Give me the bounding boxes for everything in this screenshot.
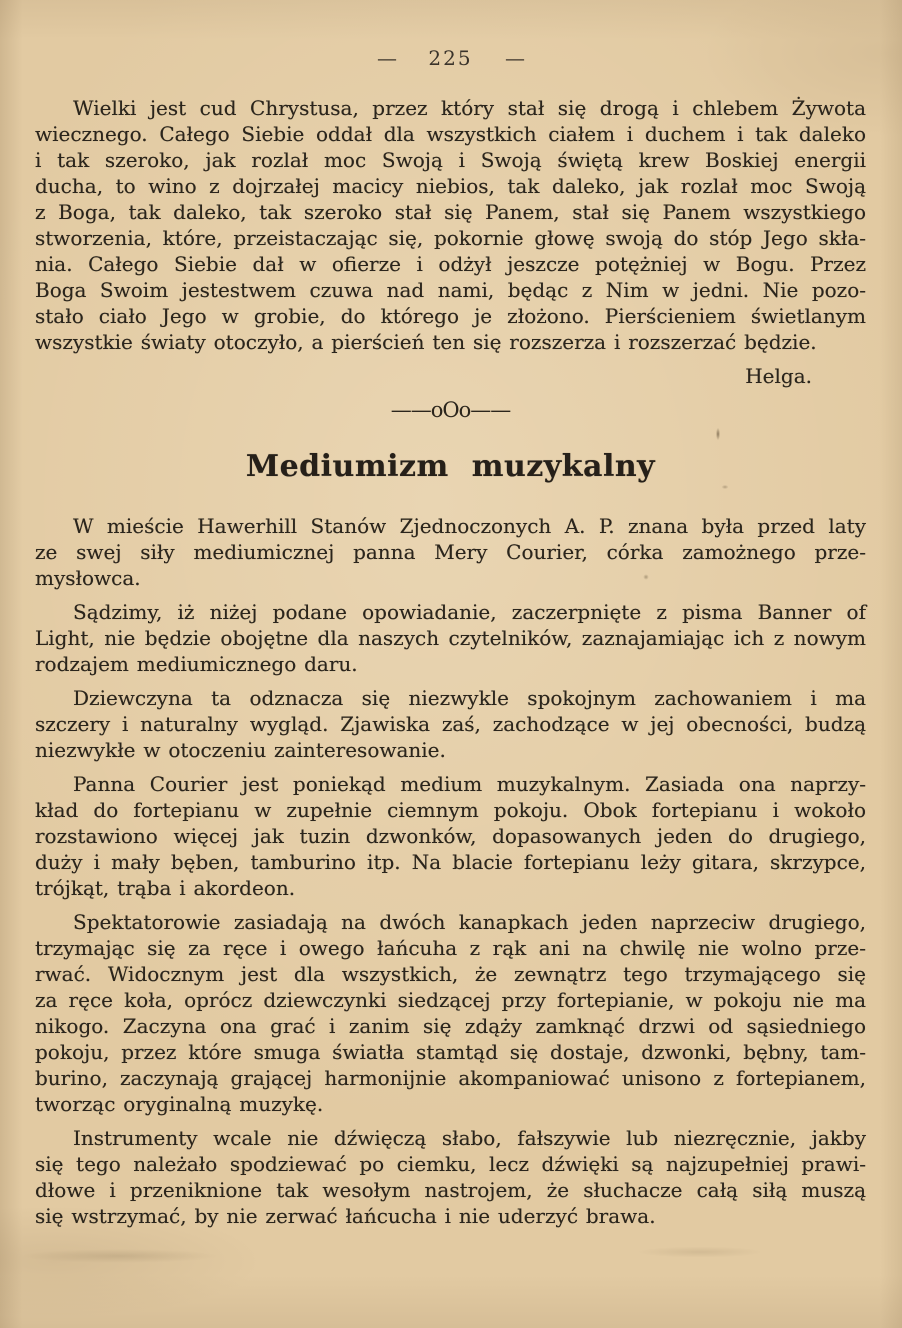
paragraph (35, 685, 866, 763)
text-line: ze swej siły mediumicznej panna Mery Courier, córka zamożnego prze- (35, 540, 866, 564)
text-line: pokoju, przez które smuga światła stamtąd się dostaje, dzwonki, bębny, tam- (35, 1040, 866, 1064)
text-line: dłowe i przeniknione tak wesołym nastrojem, że słuchacze całą siłą muszą (35, 1178, 866, 1202)
text-line: Panna Courier jest poniekąd medium muzykalnym. Zasiada ona naprzy- (73, 772, 866, 796)
text-line: Spektatorowie zasiadają na dwóch kanapkach jeden naprzeciw drugiego, (73, 910, 866, 934)
text-line: szczery i naturalny wygląd. Zjawiska zaś, zachodzące w jej obecności, budzą (35, 712, 866, 736)
text-line: rozstawiono więcej jak tuzin dzwonków, dopasowanych jeden do drugiego, (35, 824, 866, 848)
text-line: kład do fortepianu w zupełnie ciemnym pokoju. Obok fortepianu i wokoło (35, 798, 866, 822)
text-line: burino, zaczynają grającej harmonijnie akompaniować unisono z fortepianem, (35, 1066, 866, 1090)
text-line: wszystkie światy otoczyło, a pierścień ten się rozszerza i rozszerzać będzie. (35, 330, 817, 354)
text-line: rwać. Widocznym jest dla wszystkich, że zewnątrz tego trzymającego się (35, 962, 866, 986)
text-line: trójkąt, trąba i akordeon. (35, 876, 296, 900)
text-line: Light, nie będzie obojętne dla naszych czytelników, zaznajamiając ich z nowym (35, 626, 866, 650)
text-line: Instrumenty wcale nie dźwięczą słabo, fałszywie lub niezręcznie, jakby (73, 1126, 866, 1150)
paragraph (35, 95, 866, 355)
text-line: duży i mały bęben, tamburino itp. Na blacie fortepianu leży gitara, skrzypce, (35, 850, 866, 874)
text-line: ducha, to wino z dojrzałej macicy niebios, tak daleko, jak rozlał moc Swoją (35, 174, 866, 198)
text-line: stało ciało Jego w grobie, do którego je złożono. Pierścieniem świetlanym (35, 304, 866, 328)
text-line: wiecznego. Całego Siebie oddał dla wszystkich ciałem i duchem i tak daleko (35, 122, 866, 146)
page-number-dash-left: — (377, 46, 397, 70)
text-line: mysłowca. (35, 566, 141, 590)
text-line: Dziewczyna ta odznacza się niezwykle spokojnym zachowaniem i ma (73, 686, 866, 710)
page-header (35, 45, 866, 71)
text-line: Wielki jest cud Chrystusa, przez który stał się drogą i chlebem Żywota (73, 96, 866, 120)
paragraph (35, 513, 866, 591)
section-divider: ——oOo—— (390, 398, 511, 422)
text-line: się wstrzymać, by nie zerwać łańcucha i nie uderzyć brawa. (35, 1204, 656, 1228)
text-line: nikogo. Zaczyna ona grać i zanim się zdąży zamknąć drzwi od sąsiedniego (35, 1014, 866, 1038)
text-line: i tak szeroko, jak rozlał moc Swoją i Swoją świętą krew Boskiej energii (35, 148, 866, 172)
text-line: stworzenia, które, przeistaczając się, pokornie głowę swoją do stóp Jego skła- (35, 226, 866, 250)
paragraph (35, 909, 866, 1117)
signature: Helga. (745, 364, 812, 388)
text-line: nia. Całego Siebie dał w ofierze i odżył jeszcze potężniej w Bogu. Przez (35, 252, 866, 276)
paragraph (35, 1125, 866, 1229)
text-line: Boga Swoim jestestwem czuwa nad nami, będąc z Nim w jedni. Nie pozo- (35, 278, 866, 302)
page-text-content (35, 95, 866, 1229)
text-line: Sądzimy, iż niżej podane opowiadanie, zaczerpnięte z pisma Banner of (73, 600, 866, 624)
text-line: rodzajem mediumicznego daru. (35, 652, 358, 676)
paragraph (35, 599, 866, 677)
text-line: się tego należało spodziewać po ciemku, lecz dźwięki są najzupełniej prawi- (35, 1152, 866, 1176)
text-line: z Boga, tak daleko, tak szeroko stał się Panem, stał się Panem wszystkiego (35, 200, 866, 224)
text-line: za ręce koła, oprócz dziewczynki siedzącej przy fortepianie, w pokoju nie ma (35, 988, 866, 1012)
paragraph (35, 771, 866, 901)
text-line: niezwykłe w otoczeniu zainteresowanie. (35, 738, 446, 762)
text-line: trzymając się za ręce i owego łańcuha z rąk ani na chwilę nie wolno prze- (35, 936, 866, 960)
page-number-dash-right: — (504, 46, 524, 70)
page-number: 225 (428, 46, 473, 70)
text-line: tworząc oryginalną muzykę. (35, 1092, 324, 1116)
section-title: Mediumizm muzykalny (245, 449, 656, 484)
text-line: W mieście Hawerhill Stanów Zjednoczonych A. P. znana była przed laty (73, 514, 866, 538)
